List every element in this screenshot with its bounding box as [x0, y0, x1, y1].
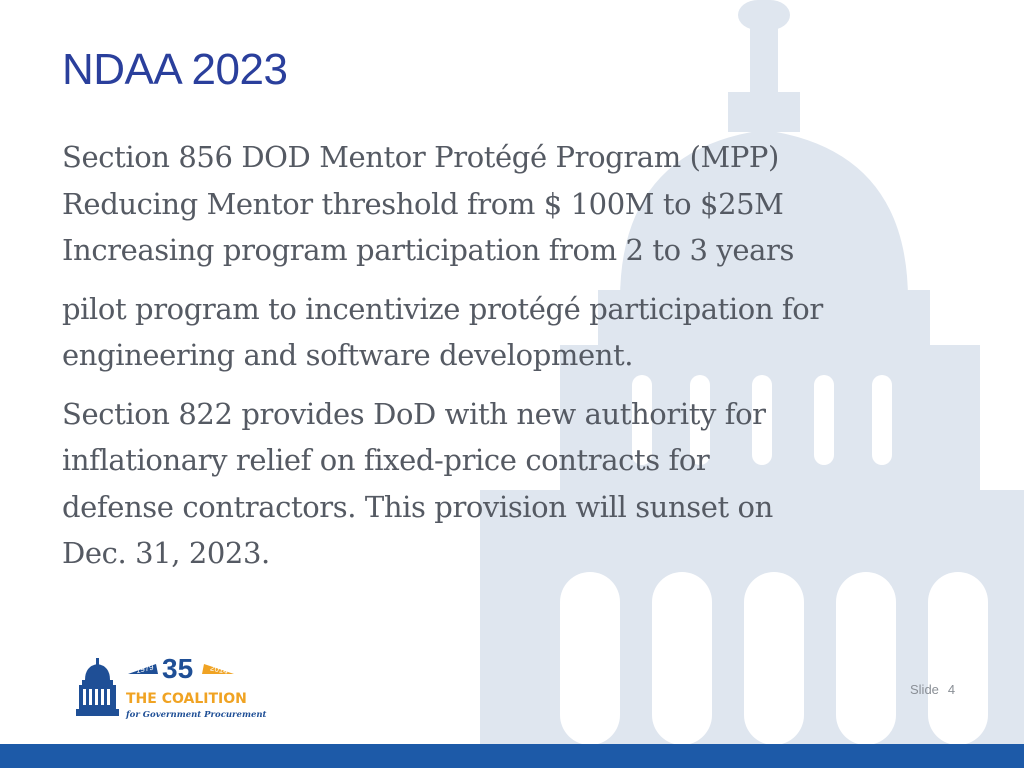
paragraph-mentor-protege [62, 134, 962, 274]
anniversary-number: 35 [162, 653, 194, 684]
body-line: inflationary relief on fixed-price contracts for [62, 443, 710, 477]
body-line: defense contractors. This provision will sunset on [62, 489, 773, 524]
logo-name: THE COALITION [126, 691, 247, 707]
slide-number-value: 4 [947, 682, 956, 697]
body-line: Dec. 31, 2023. [62, 536, 270, 570]
body-line: Section 822 provides DoD with new authority for [62, 396, 766, 431]
body-line: Reducing Mentor threshold from $ 100M to $25M [62, 186, 784, 221]
anniversary-banner [128, 653, 234, 684]
slide-number-label: Slide [910, 682, 939, 697]
capitol-icon [76, 658, 119, 716]
body-line: Section 856 DOD Mentor Protégé Program (MPP) [62, 140, 779, 174]
paragraph-pilot-program [62, 286, 962, 379]
slide-number [910, 682, 955, 697]
coalition-logo [76, 652, 276, 722]
footer-bar [0, 744, 1024, 768]
logo-tagline: for Government Procurement [126, 710, 267, 720]
year-end: 2014 [209, 663, 229, 676]
paragraph-section-822 [62, 391, 962, 577]
body-line: engineering and software development. [62, 338, 634, 372]
body-line: Increasing program participation from 2 to 3 years [62, 233, 794, 267]
slide-body [62, 134, 962, 589]
body-line: pilot program to incentivize protégé participation for [62, 291, 823, 326]
year-start: 1979 [135, 662, 155, 676]
slide-title: NDAA 2023 [62, 45, 288, 94]
